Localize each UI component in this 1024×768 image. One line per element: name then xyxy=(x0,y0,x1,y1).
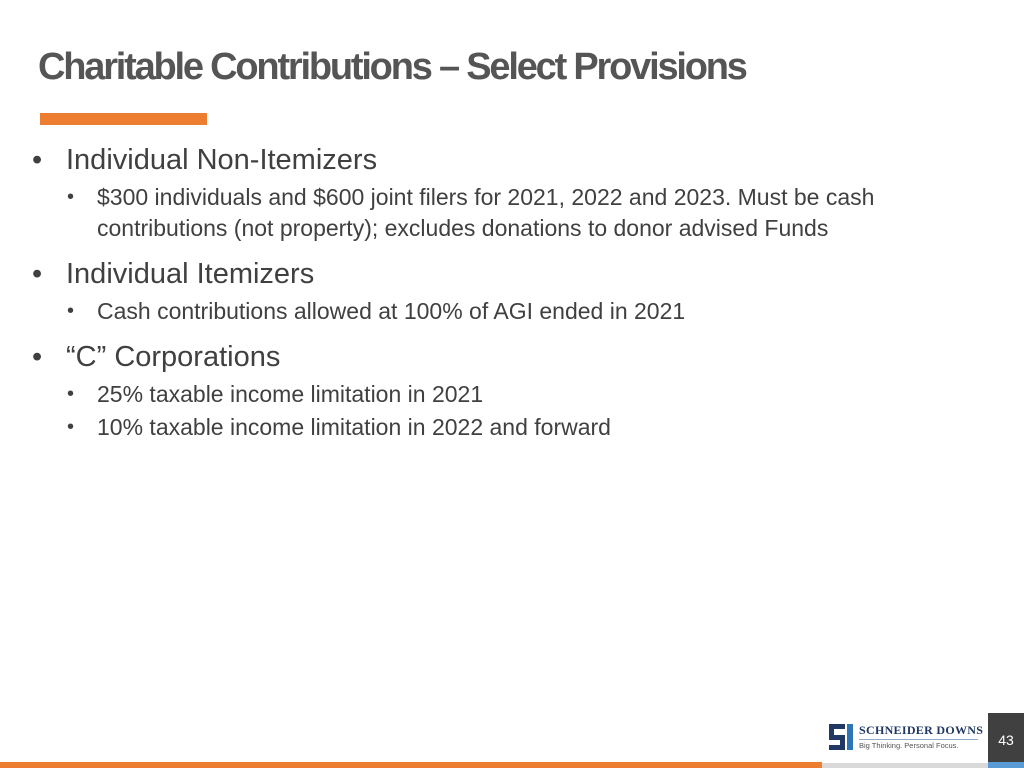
logo-divider xyxy=(859,739,978,740)
logo-tagline: Big Thinking. Personal Focus. xyxy=(859,741,959,750)
company-logo xyxy=(829,722,984,752)
bullet-icon: • xyxy=(67,383,75,405)
logo-name: SCHNEIDER DOWNS xyxy=(859,723,984,737)
slide-title: Charitable Contributions – Select Provisions xyxy=(38,46,746,88)
bullet-level2 xyxy=(30,412,980,443)
bullet-level1 xyxy=(30,140,980,180)
bullet-level1 xyxy=(30,254,980,294)
bullet-level2 xyxy=(30,296,980,327)
bullet-icon: • xyxy=(67,300,75,322)
footer-bar-orange xyxy=(0,762,822,768)
section-itemizers xyxy=(30,254,980,327)
bullet-icon: • xyxy=(67,416,75,438)
bullet-icon: • xyxy=(32,144,43,176)
bullet-level2 xyxy=(30,182,980,244)
section-heading: Individual Itemizers xyxy=(66,258,315,290)
bullet-text: Cash contributions allowed at 100% of AGI ended in 2021 xyxy=(97,298,686,324)
bullet-text: $300 individuals and $600 joint filers for 2021, 2022 and 2023. Must be cash contributions (not property); excludes donations to donor advised Funds xyxy=(97,184,875,241)
section-c-corporations xyxy=(30,337,980,443)
bullet-content xyxy=(30,140,980,453)
bullet-level1 xyxy=(30,337,980,377)
section-heading: Individual Non-Itemizers xyxy=(66,144,378,176)
title-accent-bar xyxy=(40,113,207,125)
page-number-box xyxy=(988,713,1024,768)
footer-bar-blue xyxy=(988,762,1024,768)
bullet-icon: • xyxy=(32,341,43,373)
bullet-level2 xyxy=(30,379,980,410)
bullet-text: 10% taxable income limitation in 2022 and forward xyxy=(97,414,611,440)
bullet-text: 25% taxable income limitation in 2021 xyxy=(97,381,484,407)
section-non-itemizers xyxy=(30,140,980,244)
footer-bar-gray xyxy=(822,763,988,768)
page-number: 43 xyxy=(998,732,1014,748)
logo-mark-icon xyxy=(829,722,853,750)
bullet-icon: • xyxy=(67,186,75,208)
bullet-icon: • xyxy=(32,258,43,290)
section-heading: “C” Corporations xyxy=(66,341,281,373)
